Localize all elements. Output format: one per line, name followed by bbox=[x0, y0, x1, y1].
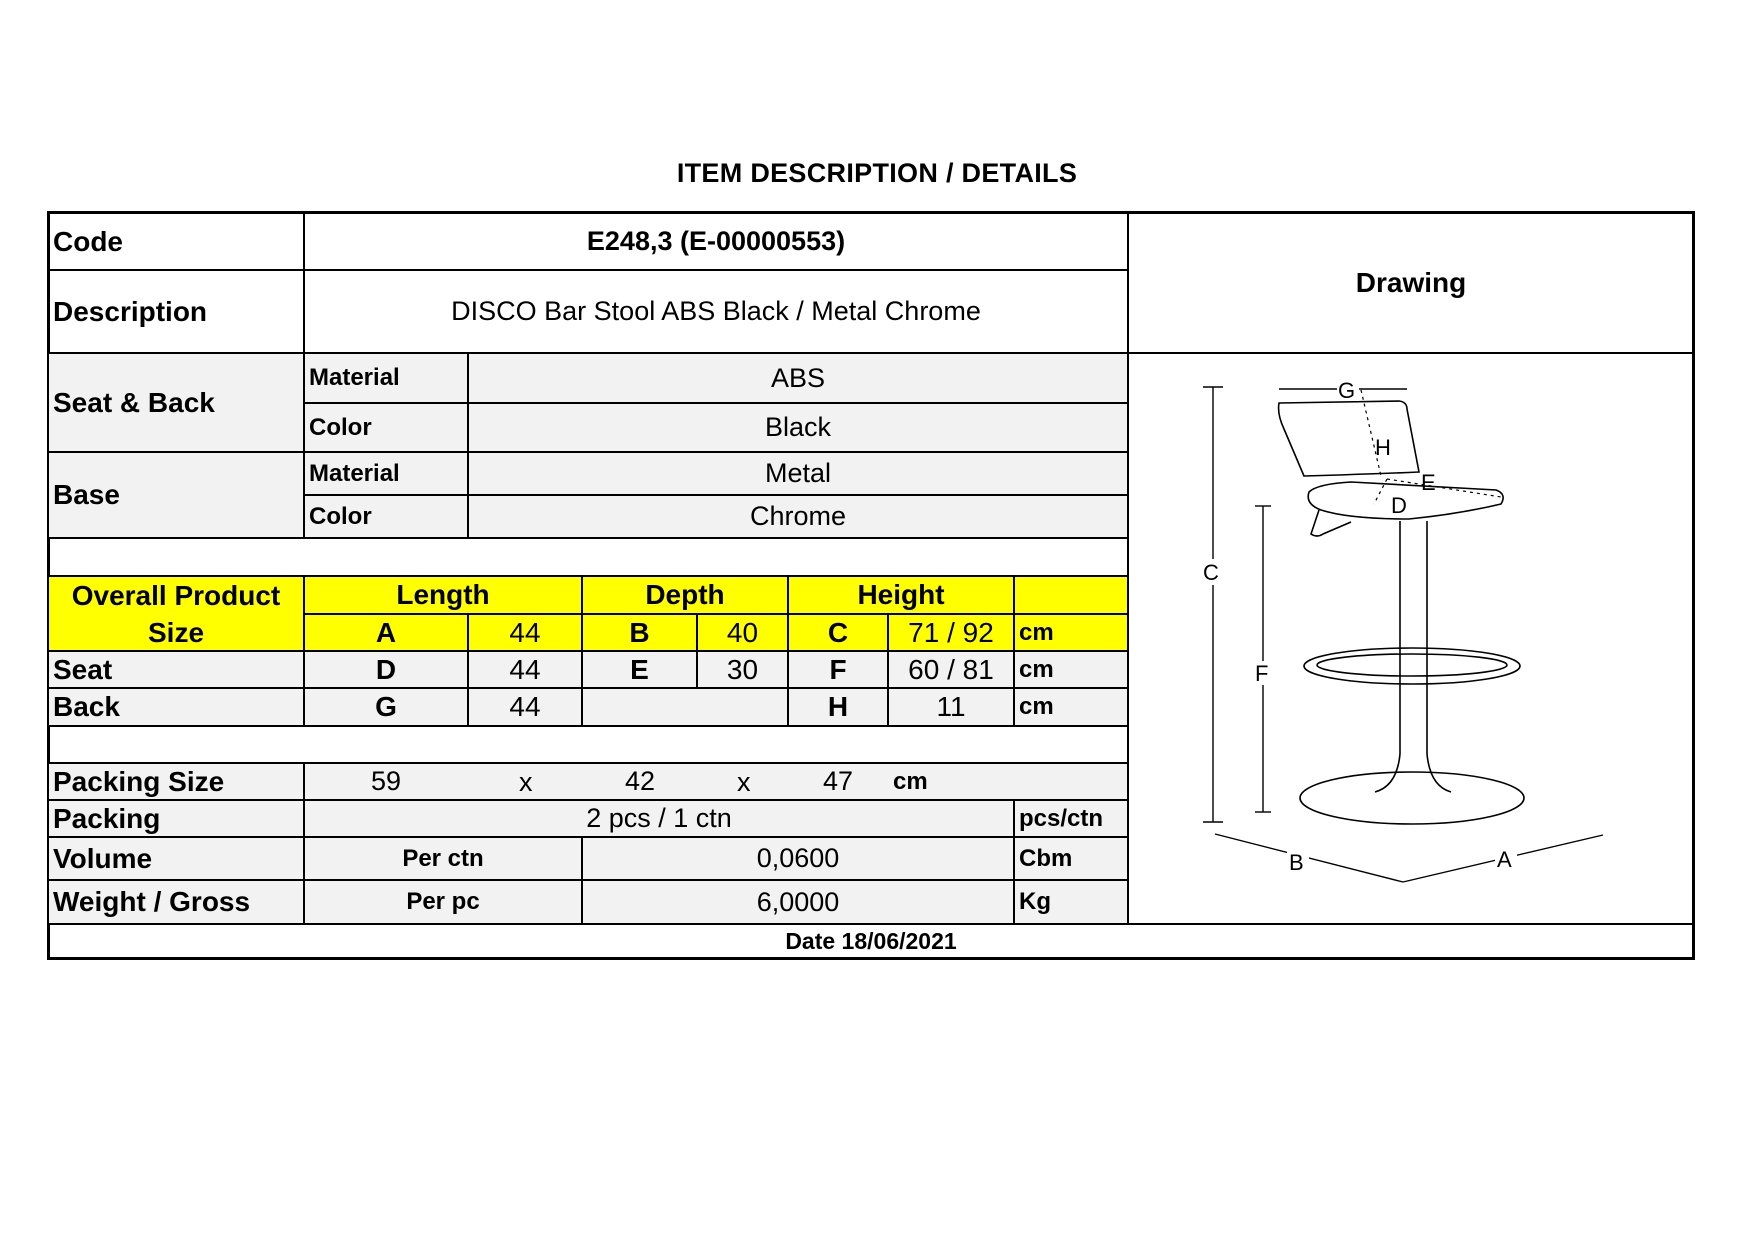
height-header: Height bbox=[788, 576, 1014, 614]
volume-label: Volume bbox=[48, 837, 304, 880]
depth-header: Depth bbox=[582, 576, 788, 614]
seat-back-material-label: Material bbox=[304, 353, 468, 403]
packing-value: 2 pcs / 1 ctn bbox=[304, 800, 1014, 837]
description-value: DISCO Bar Stool ABS Black / Metal Chrome bbox=[304, 270, 1128, 353]
base-color-value: Chrome bbox=[468, 495, 1128, 538]
drawing-letter-d: D bbox=[1391, 493, 1407, 518]
dim-a-value: 44 bbox=[468, 614, 582, 651]
drawing-letter-f: F bbox=[1255, 661, 1269, 686]
drawing-letter-a: A bbox=[1497, 847, 1512, 872]
dim-line-h bbox=[1361, 390, 1381, 476]
packing-x-1: x bbox=[519, 767, 533, 797]
dim-overall-unit: cm bbox=[1014, 614, 1128, 651]
packing-length: 59 bbox=[371, 766, 402, 796]
base-color-label: Color bbox=[304, 495, 468, 538]
code-label: Code bbox=[48, 213, 304, 270]
dim-d-value: 44 bbox=[468, 651, 582, 688]
seat-back-material-value: ABS bbox=[468, 353, 1128, 403]
packing-size-unit: cm bbox=[893, 768, 928, 795]
drawing-letter-h: H bbox=[1375, 435, 1391, 460]
dim-b-label: B bbox=[582, 614, 697, 651]
dim-b-value: 40 bbox=[697, 614, 788, 651]
length-header: Length bbox=[304, 576, 582, 614]
seat-back-color-label: Color bbox=[304, 403, 468, 452]
packing-label: Packing bbox=[48, 800, 304, 837]
dim-h-label: H bbox=[788, 688, 888, 726]
dim-g-value: 44 bbox=[468, 688, 582, 726]
weight-value: 6,0000 bbox=[582, 880, 1014, 924]
foot-ring-inner bbox=[1317, 654, 1507, 676]
seat-dims-label: Seat bbox=[48, 651, 304, 688]
dim-seat-unit: cm bbox=[1014, 651, 1128, 688]
packing-size-label: Packing Size bbox=[48, 763, 304, 800]
drawing-letter-e: E bbox=[1421, 470, 1436, 495]
bar-stool-drawing bbox=[1129, 354, 1694, 924]
dim-e-value: 30 bbox=[697, 651, 788, 688]
weight-label: Weight / Gross bbox=[48, 880, 304, 924]
dim-d-label: D bbox=[304, 651, 468, 688]
volume-value: 0,0600 bbox=[582, 837, 1014, 880]
packing-size-values bbox=[304, 763, 1128, 800]
seat-back-color-value: Black bbox=[468, 403, 1128, 452]
packing-width: 42 bbox=[625, 766, 656, 796]
dim-h-value: 11 bbox=[888, 688, 1014, 726]
base-disc bbox=[1300, 772, 1524, 824]
unit-header bbox=[1014, 576, 1128, 614]
drawing-header: Drawing bbox=[1128, 213, 1694, 353]
packing-unit: pcs/ctn bbox=[1014, 800, 1128, 837]
drawing-letter-g: G bbox=[1338, 378, 1356, 403]
packing-x-2: x bbox=[737, 767, 751, 797]
drawing-panel bbox=[1128, 353, 1694, 924]
spacer-row bbox=[48, 538, 1128, 576]
date-footer: Date 18/06/2021 bbox=[48, 924, 1694, 959]
dim-f-value: 60 / 81 bbox=[888, 651, 1014, 688]
dim-e-label: E bbox=[582, 651, 697, 688]
spacer-row-2 bbox=[48, 726, 1128, 763]
dim-a-label: A bbox=[304, 614, 468, 651]
base-material-label: Material bbox=[304, 452, 468, 495]
weight-per: Per pc bbox=[304, 880, 582, 924]
dim-g-label: G bbox=[304, 688, 468, 726]
seat-back-label: Seat & Back bbox=[48, 353, 304, 452]
dim-c-value: 71 / 92 bbox=[888, 614, 1014, 651]
base-material-value: Metal bbox=[468, 452, 1128, 495]
description-label: Description bbox=[48, 270, 304, 353]
dim-empty-cell bbox=[582, 688, 788, 726]
volume-per: Per ctn bbox=[304, 837, 582, 880]
drawing-letter-c: C bbox=[1203, 560, 1219, 585]
packing-height: 47 bbox=[823, 766, 854, 796]
overall-size-label: Overall Product Size bbox=[48, 576, 304, 651]
volume-unit: Cbm bbox=[1014, 837, 1128, 880]
weight-unit: Kg bbox=[1014, 880, 1128, 924]
base-label: Base bbox=[48, 452, 304, 538]
drawing-letter-b: B bbox=[1289, 850, 1304, 875]
code-value: E248,3 (E-00000553) bbox=[304, 213, 1128, 270]
dim-c-label: C bbox=[788, 614, 888, 651]
dim-back-unit: cm bbox=[1014, 688, 1128, 726]
back-dims-label: Back bbox=[48, 688, 304, 726]
dim-f-label: F bbox=[788, 651, 888, 688]
lever-shape bbox=[1311, 510, 1351, 536]
backrest-shape bbox=[1279, 401, 1419, 476]
page-title: ITEM DESCRIPTION / DETAILS bbox=[676, 158, 1078, 188]
